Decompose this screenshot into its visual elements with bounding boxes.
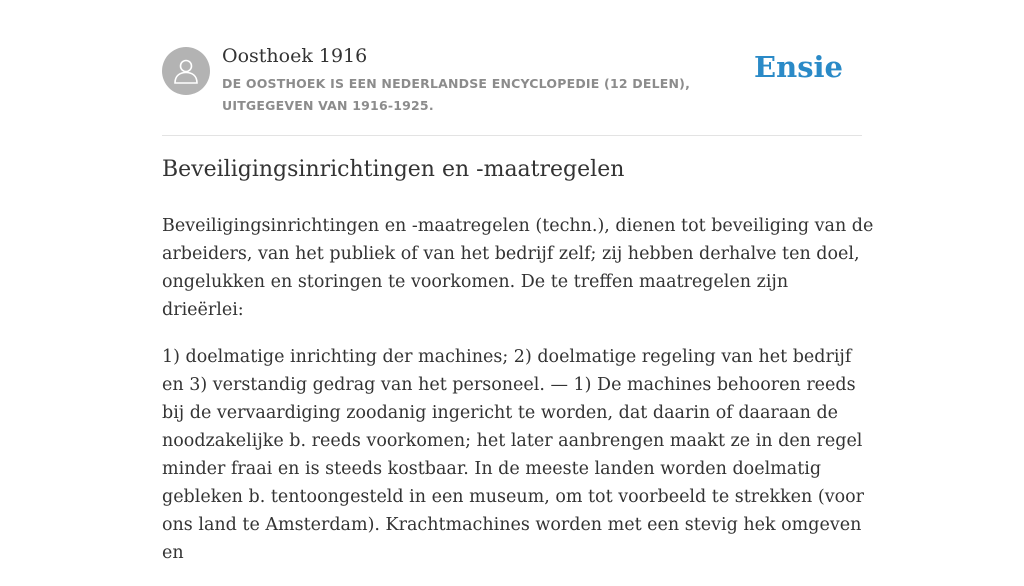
- user-icon: [173, 57, 199, 85]
- source-header: [162, 44, 862, 136]
- source-description: DE OOSTHOEK IS EEN NEDERLANDSE ENCYCLOPEDIE (12 DELEN), UITGEGEVEN VAN 1916-1925.: [222, 76, 691, 113]
- article-title: Beveiligingsinrichtingen en -maatregelen: [162, 157, 625, 182]
- header-divider: [162, 135, 862, 136]
- avatar[interactable]: [162, 47, 210, 95]
- ensie-logo[interactable]: Ensie: [754, 50, 843, 84]
- article-paragraph: Beveiligingsinrichtingen en -maatregelen (techn.), dienen tot beveiliging van de arbeiders, van het publiek of van het bedrijf zelf; zij hebben derhalve ten doel, ongelukken en storingen te voorkomen. De te treffen maatregelen zijn drieërlei:: [162, 216, 874, 320]
- source-title[interactable]: Oosthoek 1916: [222, 45, 368, 67]
- article-body: [162, 212, 874, 586]
- article-paragraph: 1) doelmatige inrichting der machines; 2) doelmatige regeling van het bedrijf en 3) verstandig gedrag van het personeel. — 1) De machines behooren reeds bij de vervaardiging zoodanig ingericht te worden, dat daarin of daaraan de noodzakelijke b. reeds voorkomen; het later aanbrengen maakt ze in den regel minder fraai en is steeds kostbaar. In de meeste landen worden doelmatig gebleken b. tentoongesteld in een museum, om tot voorbeeld te strekken (voor ons land te Amsterdam). Krachtmachines worden met een stevig hek omgeven en: [162, 347, 865, 563]
